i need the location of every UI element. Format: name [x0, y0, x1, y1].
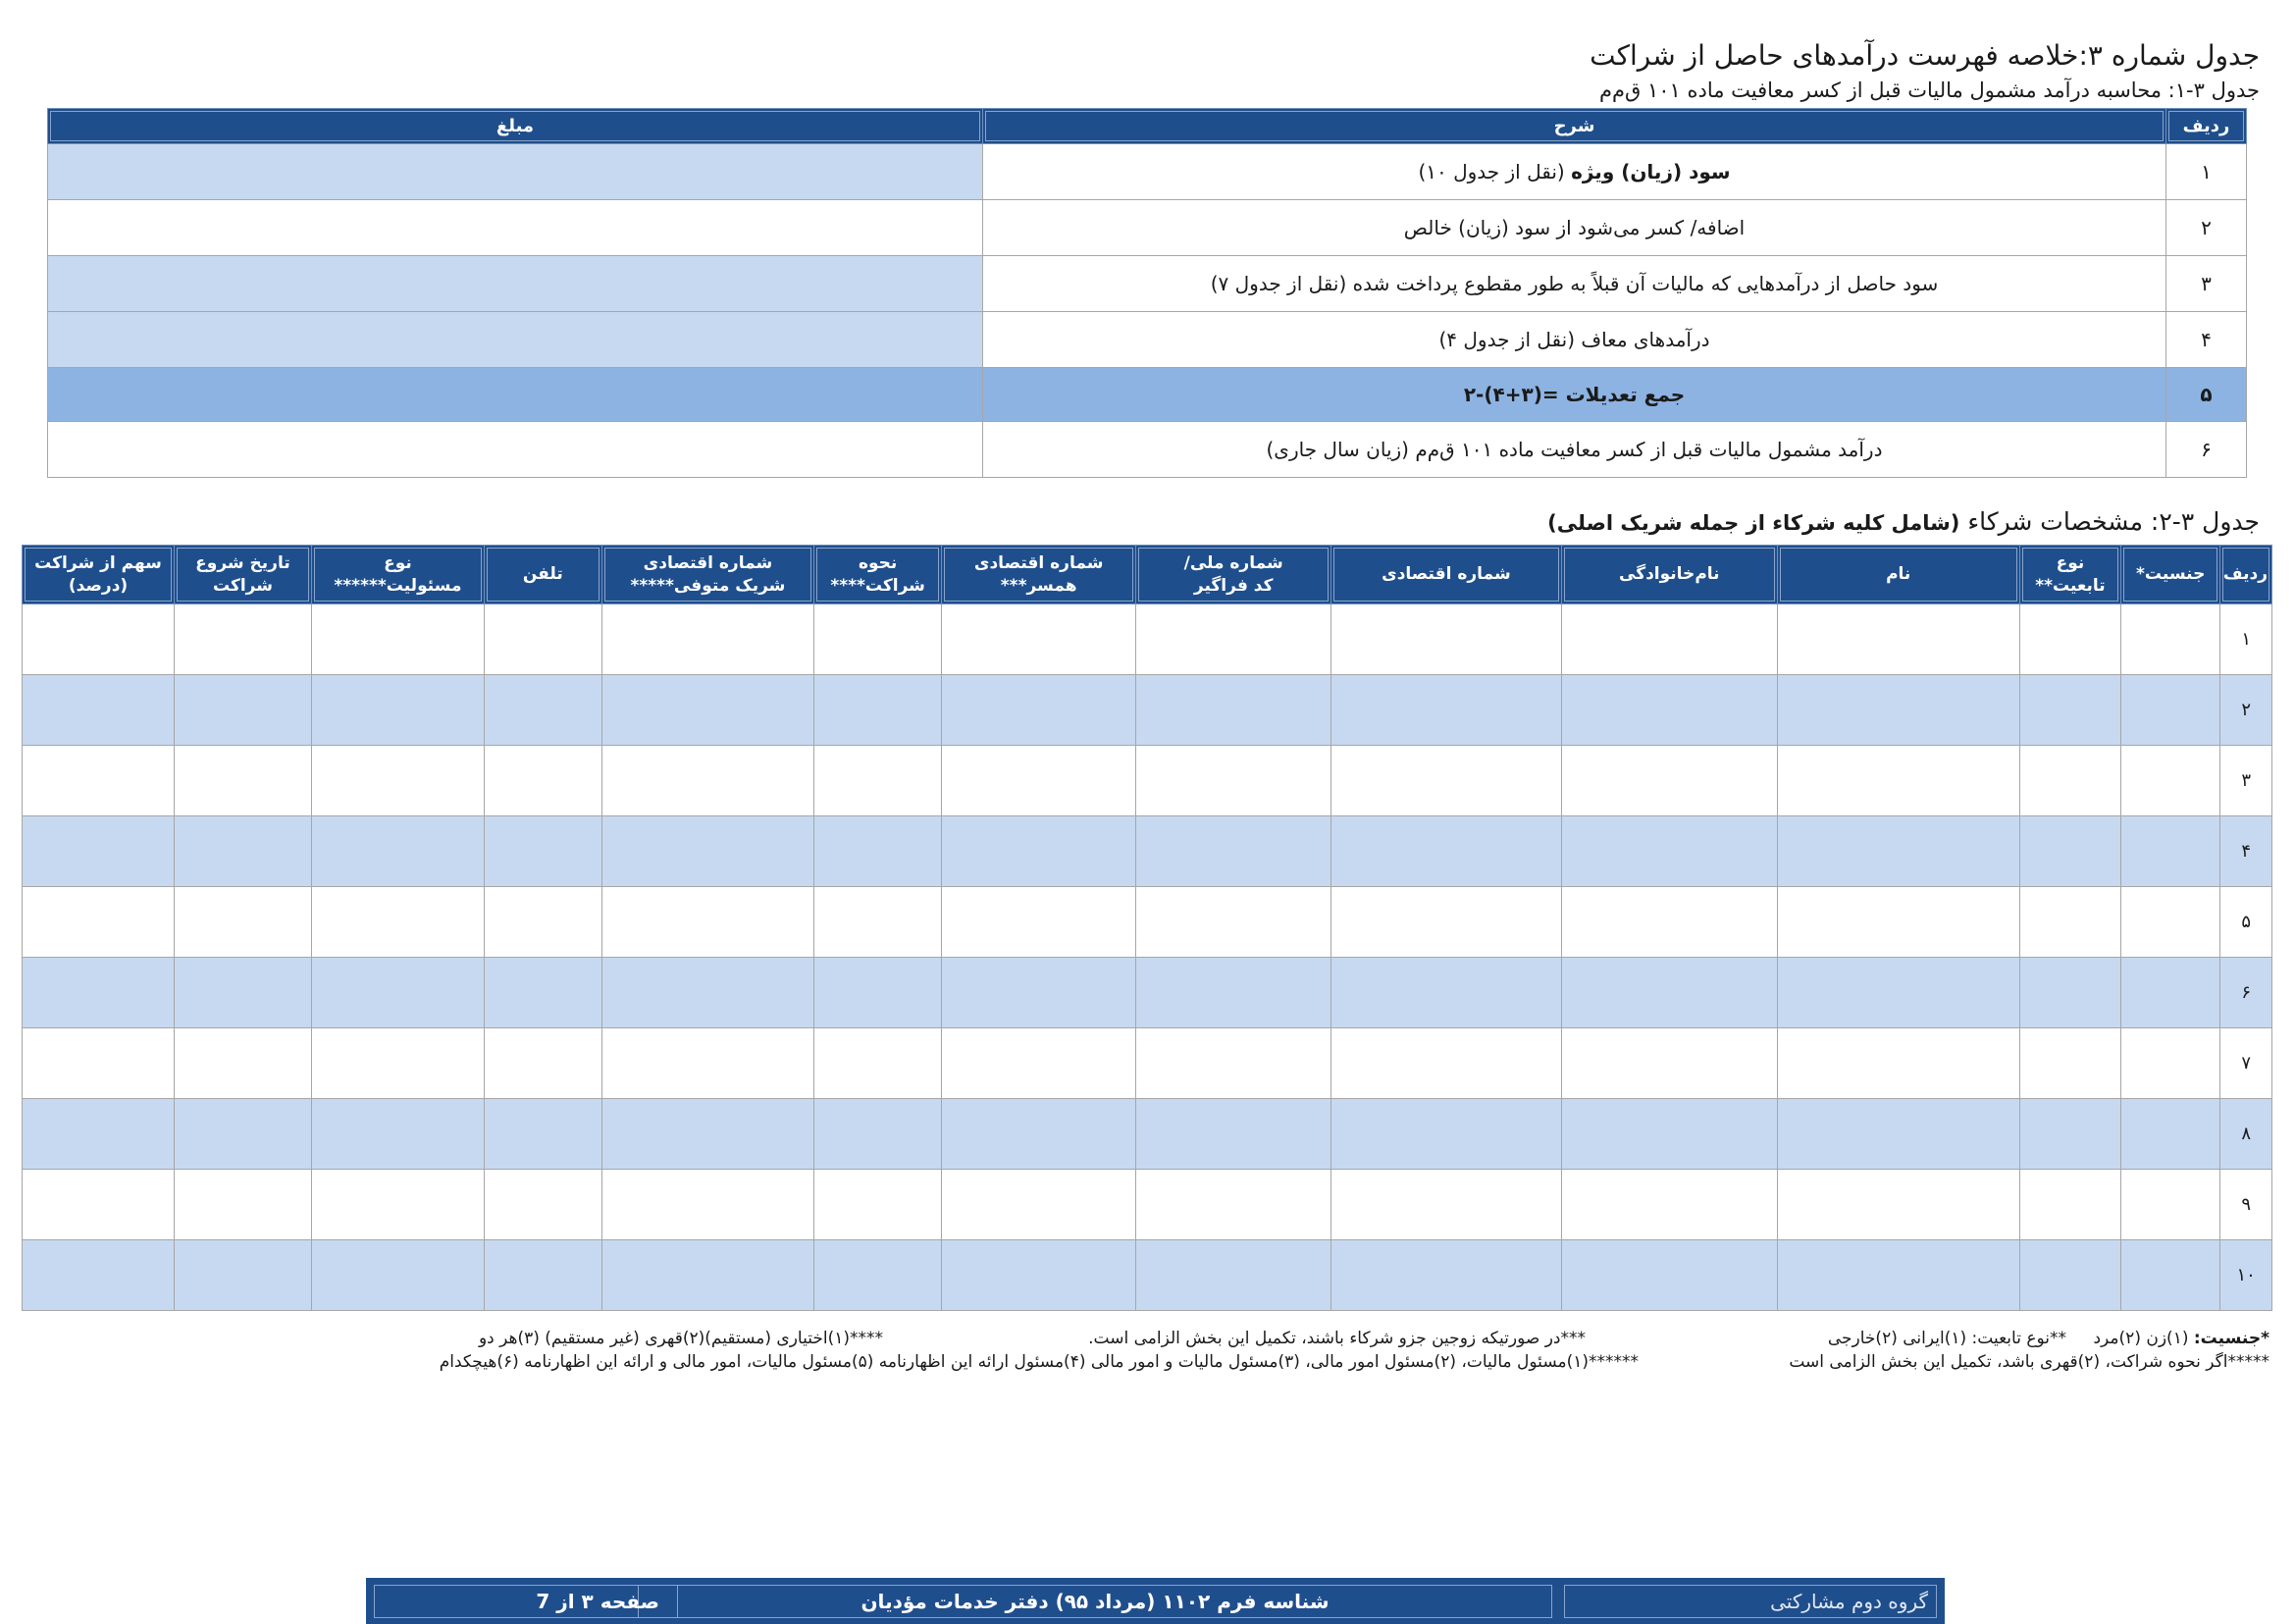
row-description: [983, 200, 2166, 256]
spouse-economic-number-cell[interactable]: [941, 958, 1136, 1028]
gender-cell[interactable]: [2121, 816, 2220, 887]
spouse-economic-number-cell[interactable]: [941, 1099, 1136, 1170]
deceased-economic-number-cell[interactable]: [601, 746, 814, 816]
row-number: ۴: [2220, 816, 2272, 887]
header-row-number: ردیف: [2220, 546, 2272, 604]
spouse-economic-number-cell[interactable]: [941, 887, 1136, 958]
start-date-cell[interactable]: [175, 958, 312, 1028]
row-description: [983, 368, 2166, 422]
row-number: ۸: [2220, 1099, 2272, 1170]
row-number: ۱: [2220, 604, 2272, 675]
phone-cell[interactable]: [485, 746, 602, 816]
row-description-text: درآمدهای معاف (نقل از جدول ۴): [1438, 328, 1710, 351]
table2-title-main: جدول ۳-۲: مشخصات شرکاء: [1967, 507, 2260, 536]
family-name-cell[interactable]: [1561, 1028, 1777, 1099]
partnership-type-cell[interactable]: [814, 1240, 942, 1311]
footer-group: گروه دوم مشارکتی: [1564, 1585, 1937, 1618]
nationality-cell[interactable]: [2019, 746, 2120, 816]
partners-table: [22, 545, 2272, 1311]
share-percent-cell[interactable]: [23, 675, 175, 746]
share-percent-cell[interactable]: [23, 604, 175, 675]
table-row: [23, 746, 2272, 816]
economic-number-cell[interactable]: [1330, 1028, 1561, 1099]
row-number: ۷: [2220, 1028, 2272, 1099]
header-liability-line2: مسئولیت******: [334, 575, 462, 596]
share-percent-cell[interactable]: [23, 746, 175, 816]
deceased-economic-number-cell[interactable]: [601, 604, 814, 675]
national-id-cell[interactable]: [1136, 675, 1331, 746]
nationality-cell[interactable]: [2019, 816, 2120, 887]
nationality-cell[interactable]: [2019, 1240, 2120, 1311]
liability-type-cell[interactable]: [311, 1240, 484, 1311]
header-family-name: نام‌خانوادگی: [1561, 546, 1777, 604]
deceased-economic-number-cell[interactable]: [601, 958, 814, 1028]
deceased-economic-number-cell[interactable]: [601, 1028, 814, 1099]
start-date-cell[interactable]: [175, 887, 312, 958]
row-description-bold: سود (زیان) ویژه: [1571, 160, 1731, 183]
start-date-cell[interactable]: [175, 746, 312, 816]
first-name-cell[interactable]: [1777, 746, 2019, 816]
family-name-cell[interactable]: [1561, 958, 1777, 1028]
header-partnership-type: [814, 546, 942, 604]
share-percent-cell[interactable]: [23, 1099, 175, 1170]
deceased-economic-number-cell[interactable]: [601, 1240, 814, 1311]
start-date-cell[interactable]: [175, 1099, 312, 1170]
row-number: ۶: [2166, 422, 2247, 478]
header-partnership-line1: نحوه: [858, 552, 898, 573]
header-spouse-economic-number: [941, 546, 1136, 604]
gender-cell[interactable]: [2121, 604, 2220, 675]
table2-header-row: [23, 546, 2272, 604]
page-footer: [366, 1578, 1945, 1624]
nationality-cell[interactable]: [2019, 1028, 2120, 1099]
deceased-economic-number-cell[interactable]: [601, 816, 814, 887]
economic-number-cell[interactable]: [1330, 746, 1561, 816]
table-row: [48, 368, 2247, 422]
spouse-economic-number-cell[interactable]: [941, 1240, 1136, 1311]
row-number: ۱: [2166, 144, 2247, 200]
liability-type-cell[interactable]: [311, 604, 484, 675]
economic-number-cell[interactable]: [1330, 816, 1561, 887]
family-name-cell[interactable]: [1561, 816, 1777, 887]
first-name-cell[interactable]: [1777, 675, 2019, 746]
header-phone: تلفن: [485, 546, 602, 604]
gender-cell[interactable]: [2121, 1099, 2220, 1170]
table2-title: [1547, 507, 2260, 536]
spouse-economic-number-cell[interactable]: [941, 1028, 1136, 1099]
first-name-cell[interactable]: [1777, 1170, 2019, 1240]
share-percent-cell[interactable]: [23, 1170, 175, 1240]
first-name-cell[interactable]: [1777, 604, 2019, 675]
gender-cell[interactable]: [2121, 1028, 2220, 1099]
table1-title: جدول ۳-۱: محاسبه درآمد مشمول مالیات قبل از کسر معافیت ماده ۱۰۱ ق‌م‌م: [1598, 79, 2260, 102]
economic-number-cell[interactable]: [1330, 1170, 1561, 1240]
header-deceased-economic-number: [601, 546, 814, 604]
amount-field[interactable]: [48, 144, 983, 200]
liability-type-cell[interactable]: [311, 958, 484, 1028]
nationality-cell[interactable]: [2019, 958, 2120, 1028]
row-description: [983, 144, 2166, 200]
spouse-economic-number-cell[interactable]: [941, 816, 1136, 887]
nationality-cell[interactable]: [2019, 1170, 2120, 1240]
family-name-cell[interactable]: [1561, 746, 1777, 816]
row-number: ۵: [2220, 887, 2272, 958]
header-spouse-line2: همسر***: [1000, 575, 1077, 596]
row-number: ۵: [2166, 368, 2247, 422]
share-percent-cell[interactable]: [23, 1240, 175, 1311]
family-name-cell[interactable]: [1561, 675, 1777, 746]
amount-field[interactable]: [48, 422, 983, 478]
first-name-cell[interactable]: [1777, 816, 2019, 887]
table-row: [23, 1170, 2272, 1240]
nationality-cell[interactable]: [2019, 604, 2120, 675]
header-national-id: [1136, 546, 1331, 604]
partnership-type-cell[interactable]: [814, 887, 942, 958]
partnership-type-cell[interactable]: [814, 1099, 942, 1170]
economic-number-cell[interactable]: [1330, 675, 1561, 746]
start-date-cell[interactable]: [175, 1240, 312, 1311]
first-name-cell[interactable]: [1777, 1099, 2019, 1170]
partnership-type-cell[interactable]: [814, 746, 942, 816]
national-id-cell[interactable]: [1136, 1028, 1331, 1099]
header-liability-type: [311, 546, 484, 604]
gender-cell[interactable]: [2121, 887, 2220, 958]
row-number: ۶: [2220, 958, 2272, 1028]
national-id-cell[interactable]: [1136, 746, 1331, 816]
liability-type-cell[interactable]: [311, 746, 484, 816]
economic-number-cell[interactable]: [1330, 958, 1561, 1028]
phone-cell[interactable]: [485, 1028, 602, 1099]
partnership-type-cell[interactable]: [814, 675, 942, 746]
phone-cell[interactable]: [485, 604, 602, 675]
header-nationality-line1: نوع: [2056, 552, 2085, 573]
partnership-type-cell[interactable]: [814, 604, 942, 675]
economic-number-cell[interactable]: [1330, 887, 1561, 958]
share-percent-cell[interactable]: [23, 1028, 175, 1099]
note-partnership: ****(۱)اختیاری (مستقیم)(۲)قهری (غیر مستقیم) (۳)هر دو: [478, 1329, 883, 1348]
table2-title-note: (شامل کلیه شرکاء از جمله شریک اصلی): [1547, 511, 1960, 535]
table1-header-row: [48, 109, 2247, 144]
header-row-number: ردیف: [2166, 109, 2247, 144]
row-number: ۲: [2166, 200, 2247, 256]
footer-page-number: صفحه ۳ از 7: [374, 1585, 678, 1618]
header-economic-number: شماره اقتصادی: [1330, 546, 1561, 604]
table-row: [23, 675, 2272, 746]
income-calculation-table: [47, 108, 2247, 478]
row-description: [983, 256, 2166, 312]
deceased-economic-number-cell[interactable]: [601, 1170, 814, 1240]
header-partnership-line2: شراکت****: [830, 575, 925, 596]
partnership-type-cell[interactable]: [814, 1028, 942, 1099]
phone-cell[interactable]: [485, 958, 602, 1028]
phone-cell[interactable]: [485, 1240, 602, 1311]
family-name-cell[interactable]: [1561, 1099, 1777, 1170]
gender-cell[interactable]: [2121, 1170, 2220, 1240]
row-number: ۹: [2220, 1170, 2272, 1240]
table-row: [23, 958, 2272, 1028]
national-id-cell[interactable]: [1136, 958, 1331, 1028]
spouse-economic-number-cell[interactable]: [941, 604, 1136, 675]
national-id-cell[interactable]: [1136, 1099, 1331, 1170]
table-row: [48, 256, 2247, 312]
liability-type-cell[interactable]: [311, 1099, 484, 1170]
row-number: ۳: [2220, 746, 2272, 816]
table-row: [23, 604, 2272, 675]
share-percent-cell[interactable]: [23, 958, 175, 1028]
row-number: ۴: [2166, 312, 2247, 368]
table-row: [48, 422, 2247, 478]
note-gender-values: (۱)زن (۲)مرد: [2093, 1329, 2194, 1348]
gender-cell[interactable]: [2121, 675, 2220, 746]
spouse-economic-number-cell[interactable]: [941, 1170, 1136, 1240]
first-name-cell[interactable]: [1777, 1028, 2019, 1099]
header-amount: مبلغ: [48, 109, 983, 144]
gender-cell[interactable]: [2121, 746, 2220, 816]
note-gender-label: *جنسیت:: [2193, 1329, 2269, 1348]
national-id-cell[interactable]: [1136, 887, 1331, 958]
amount-field[interactable]: [48, 312, 983, 368]
header-gender: جنسیت*: [2121, 546, 2220, 604]
page-title: جدول شماره ۳:خلاصه فهرست درآمدهای حاصل از شراکت: [1590, 39, 2260, 72]
row-description-text: (نقل از جدول ۱۰): [1418, 160, 1572, 183]
row-number: ۳: [2166, 256, 2247, 312]
share-percent-cell[interactable]: [23, 816, 175, 887]
row-number: ۲: [2220, 675, 2272, 746]
header-first-name: نام: [1777, 546, 2019, 604]
footer-form-id: شناسه فرم ۱۱۰۲ (مرداد ۹۵) دفتر خدمات مؤدیان: [638, 1585, 1552, 1618]
start-date-cell[interactable]: [175, 604, 312, 675]
amount-field[interactable]: [48, 368, 983, 422]
row-description-text: اضافه/ کسر می‌شود از سود (زیان) خالص: [1403, 216, 1746, 239]
header-liability-line1: نوع: [384, 552, 412, 573]
note-deceased: *****اگر نحوه شراکت، (۲)قهری باشد، تکمیل این بخش الزامی است: [1789, 1352, 2269, 1372]
liability-type-cell[interactable]: [311, 816, 484, 887]
partnership-type-cell[interactable]: [814, 1170, 942, 1240]
header-start-line2: شراکت: [212, 575, 273, 596]
header-national-id-line2: کد فراگیر: [1193, 575, 1274, 596]
gender-cell[interactable]: [2121, 1240, 2220, 1311]
note-nationality: **نوع تابعیت: (۱)ایرانی (۲)خارجی: [1827, 1329, 2066, 1348]
table-row: [48, 312, 2247, 368]
liability-type-cell[interactable]: [311, 1170, 484, 1240]
deceased-economic-number-cell[interactable]: [601, 887, 814, 958]
header-spouse-line1: شماره اقتصادی: [973, 552, 1104, 573]
row-description: [983, 422, 2166, 478]
national-id-cell[interactable]: [1136, 1240, 1331, 1311]
header-nationality: [2019, 546, 2120, 604]
header-deceased-line2: شریک متوفی*****: [630, 575, 786, 596]
amount-field[interactable]: [48, 200, 983, 256]
table-row: [48, 144, 2247, 200]
table-row: [23, 1240, 2272, 1311]
header-national-id-line1: شماره ملی/: [1183, 552, 1283, 573]
family-name-cell[interactable]: [1561, 887, 1777, 958]
economic-number-cell[interactable]: [1330, 1240, 1561, 1311]
start-date-cell[interactable]: [175, 675, 312, 746]
national-id-cell[interactable]: [1136, 1170, 1331, 1240]
gender-cell[interactable]: [2121, 958, 2220, 1028]
phone-cell[interactable]: [485, 887, 602, 958]
note-liability: ******(۱)مسئول مالیات، (۲)مسئول امور مالی، (۳)مسئول مالیات و امور مالی (۴)مسئول ارائه این اظهارنامه (۵)مسئول مالیات، امور مالی و ارائه این اظهارنامه (۶)هیچکدام: [439, 1352, 1639, 1372]
header-share-line1: سهم از شراکت: [34, 552, 162, 573]
table-row: [23, 1099, 2272, 1170]
header-description: شرح: [983, 109, 2166, 144]
header-start-line1: تاریخ شروع: [195, 552, 290, 573]
family-name-cell[interactable]: [1561, 1170, 1777, 1240]
partnership-type-cell[interactable]: [814, 816, 942, 887]
row-description-text: سود حاصل از درآمدهایی که مالیات آن قبلاً به طور مقطوع پرداخت شده (نقل از جدول ۷): [1210, 272, 1939, 295]
deceased-economic-number-cell[interactable]: [601, 1099, 814, 1170]
table-row: [23, 887, 2272, 958]
first-name-cell[interactable]: [1777, 887, 2019, 958]
note-spouse: ***در صورتیکه زوجین جزو شرکاء باشند، تکمیل این بخش الزامی است.: [1088, 1329, 1586, 1348]
spouse-economic-number-cell[interactable]: [941, 746, 1136, 816]
liability-type-cell[interactable]: [311, 1028, 484, 1099]
phone-cell[interactable]: [485, 1170, 602, 1240]
start-date-cell[interactable]: [175, 816, 312, 887]
phone-cell[interactable]: [485, 816, 602, 887]
row-description-bold: جمع تعدیلات =(۳+۴)-۲: [1463, 383, 1686, 406]
start-date-cell[interactable]: [175, 1028, 312, 1099]
deceased-economic-number-cell[interactable]: [601, 675, 814, 746]
row-description: [983, 312, 2166, 368]
economic-number-cell[interactable]: [1330, 1099, 1561, 1170]
share-percent-cell[interactable]: [23, 887, 175, 958]
note-gender: [2093, 1327, 2269, 1350]
row-number: ۱۰: [2220, 1240, 2272, 1311]
family-name-cell[interactable]: [1561, 604, 1777, 675]
start-date-cell[interactable]: [175, 1170, 312, 1240]
spouse-economic-number-cell[interactable]: [941, 675, 1136, 746]
header-share-percent: [23, 546, 175, 604]
phone-cell[interactable]: [485, 675, 602, 746]
first-name-cell[interactable]: [1777, 958, 2019, 1028]
table-row: [23, 816, 2272, 887]
nationality-cell[interactable]: [2019, 675, 2120, 746]
table-row: [48, 200, 2247, 256]
phone-cell[interactable]: [485, 1099, 602, 1170]
header-deceased-line1: شماره اقتصادی: [643, 552, 773, 573]
header-share-line2: (درصد): [68, 575, 129, 596]
nationality-cell[interactable]: [2019, 887, 2120, 958]
national-id-cell[interactable]: [1136, 604, 1331, 675]
header-nationality-line2: تابعیت**: [2035, 575, 2106, 596]
partnership-type-cell[interactable]: [814, 958, 942, 1028]
liability-type-cell[interactable]: [311, 887, 484, 958]
table-row: [23, 1028, 2272, 1099]
header-start-date: [175, 546, 312, 604]
nationality-cell[interactable]: [2019, 1099, 2120, 1170]
national-id-cell[interactable]: [1136, 816, 1331, 887]
first-name-cell[interactable]: [1777, 1240, 2019, 1311]
family-name-cell[interactable]: [1561, 1240, 1777, 1311]
amount-field[interactable]: [48, 256, 983, 312]
economic-number-cell[interactable]: [1330, 604, 1561, 675]
liability-type-cell[interactable]: [311, 675, 484, 746]
row-description-text: درآمد مشمول مالیات قبل از کسر معافیت ماده ۱۰۱ ق‌م‌م (زیان سال جاری): [1266, 438, 1883, 461]
